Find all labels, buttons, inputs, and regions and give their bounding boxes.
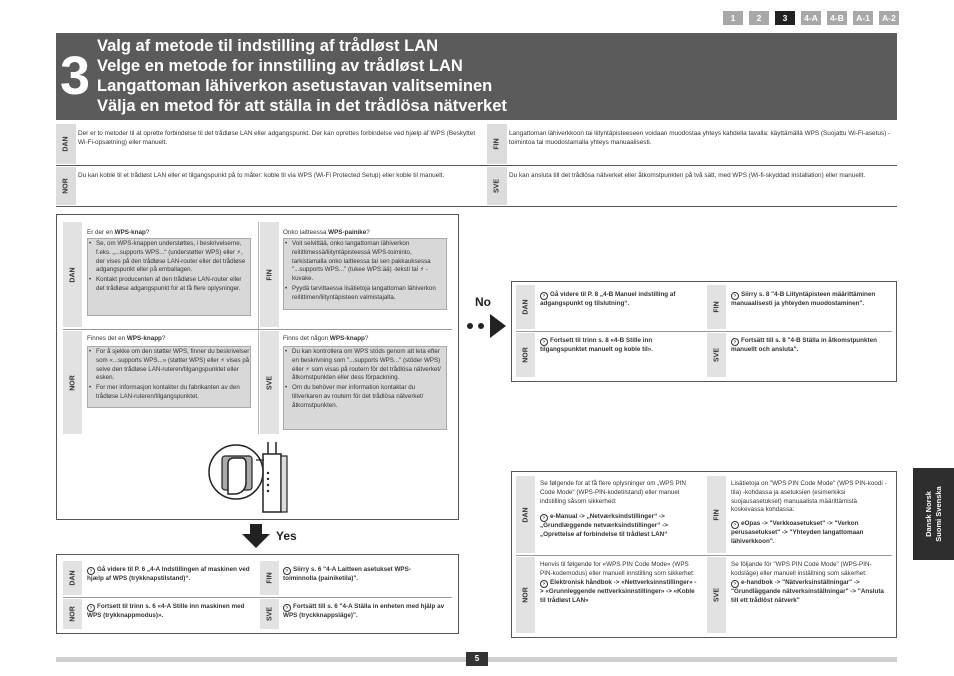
title-dan: Valg af metode til indstilling af trådløst LAN (97, 37, 439, 55)
intro-label-nor: NOR (56, 167, 76, 205)
intro-bottom-line (56, 206, 897, 207)
pin-row-divider (516, 555, 892, 556)
wps-question-nor: Finnes det en WPS-knapp? (87, 335, 166, 342)
pin-link-dan: › e-Manual -> „Netværksindstillinger“ -> „Grundlæggende netværksindstillinger“ -> „Oprettelse af forbindelse til trådløst LAN“ (540, 513, 668, 538)
wps-info-dan-bullet-2: • Kontakt producenten af den trådløse LAN-router eller det trådløse adgangspunkt for at få flere oplysninger. (88, 276, 250, 294)
no-arrow-icon (462, 312, 508, 340)
arrow-circle-icon: › (731, 521, 739, 529)
pin-label-sve: SVE (707, 557, 726, 633)
arrow-circle-icon: › (731, 292, 739, 300)
intro-text-sve: Du kan ansluta till det trådlösa nätverket eller åtkomstpunkten på två sätt, med WPS (Wi-fi-skyddad installation) eller manuellt. (509, 172, 866, 179)
intro-text-dan: Der er to metoder til at oprette forbindelse til det trådløse LAN eller adgangspunkt. Der kan oprettes forbindelse ved hjælp af WPS (Beskyttet Wi-Fi-opsætning) eller manuelt. (78, 130, 476, 146)
arrow-circle-icon: › (540, 580, 548, 588)
wps-column-divider (258, 222, 259, 434)
pin-intro-fin: Lisätietoja on "WPS PIN Code Mode" (WPS PIN-koodi -tila) -kohdassa ja asetuksien (esimerkiksi suojausasetukset) manuaalista määrittämistä koskevassa kohdassa: (731, 480, 887, 514)
wps-info-dan-bullet-1: • Se, om WPS-knappen understøttes, i beskrivelserne, f.eks. „...supports WPS...“ (understøtter WPS) eller ⚡, der vises på den trådløse LAN-router eller det trådløse adgangspunkt eller på emballagen. (88, 240, 250, 275)
wps-info-fin-bullet-2: • Pyydä tarvittaessa lisätietoja langattoman lähiverkon reitittimen/liityntäpisteen valmistajalta. (284, 285, 446, 303)
step-number: 3 (60, 46, 91, 106)
wps-info-nor-bullet-2: • For mer informasjon kontakter du fabrikanten av den trådløse LAN-ruteren/tilgangspunktet. (88, 384, 250, 402)
wps-label-nor: NOR (63, 331, 82, 434)
pin-label-dan: DAN (516, 476, 535, 553)
wps-question-fin: Onko laitteessa WPS-painike? (283, 229, 370, 236)
wps-info-fin (283, 238, 447, 310)
title-sve: Välja en metod för att ställa in det trådlösa nätverket (97, 97, 507, 115)
tab-2[interactable]: 2 (749, 11, 769, 25)
arrow-circle-icon: › (87, 604, 95, 612)
yes-row-divider (63, 597, 452, 598)
yes-text-fin: › Siirry s. 6 "4-A Laitteen asetukset WPS-toiminnolla (painiketila)". (283, 566, 411, 582)
tab-4b[interactable]: 4-B (827, 11, 847, 25)
wps-question-dan: Er der en WPS-knap? (87, 229, 150, 236)
tab-1[interactable]: 1 (723, 11, 743, 25)
no-label: No (475, 295, 491, 309)
pin-intro-nor: Henvis til følgende for «WPS PIN Code Mode» (WPS PIN-kodemodus) eller manuell innstilling som sikkerhet: (540, 561, 695, 577)
yes-label-dan: DAN (63, 561, 82, 595)
no-text-sve: › Fortsätt till s. 8 "4-B Ställa in åtkomstpunkten manuellt och ansluta". (731, 337, 877, 353)
intro-divider (56, 165, 897, 166)
no-label-fin: FIN (707, 285, 726, 329)
arrow-circle-icon: › (283, 567, 291, 575)
yes-label-nor: NOR (63, 599, 82, 629)
pin-link-fin: › eOpas -> "Verkkoasetukset" -> "Verkon perusasetukset" -> "Yhteyden langattomaan lähiverkkoon". (731, 520, 864, 545)
side-tab-line-2: Suomi Svenska (933, 486, 943, 542)
yes-label: Yes (276, 529, 297, 543)
intro-label-fin: FIN (487, 124, 507, 164)
yes-text-sve: › Fortsätt till s. 6 "4-A Ställa in enheten med hjälp av WPS (tryckknappsläge)". (283, 603, 445, 619)
page-number: 5 (466, 652, 488, 666)
arrow-circle-icon: › (283, 604, 291, 612)
arrow-circle-icon: › (731, 580, 739, 588)
arrow-circle-icon: › (540, 338, 548, 346)
wps-question-sve: Finns det någon WPS-knapp? (283, 335, 369, 342)
tab-a2[interactable]: A-2 (879, 11, 899, 25)
no-text-fin: › Siirry s. 8 "4-B Liityntäpisteen määrittäminen manuaalisesti ja yhteyden muodostaminen". (731, 291, 876, 307)
wps-info-dan (87, 238, 251, 316)
no-label-sve: SVE (707, 333, 726, 377)
arrow-circle-icon: › (731, 338, 739, 346)
arrow-circle-icon: › (540, 514, 548, 522)
pin-label-nor: NOR (516, 557, 535, 633)
pin-label-fin: FIN (707, 476, 726, 553)
yes-label-fin: FIN (260, 561, 279, 595)
title-fin: Langattoman lähiverkon asetustavan valitseminen (97, 77, 493, 95)
arrow-circle-icon: › (87, 567, 95, 575)
yes-text-nor: › Fortsett til trinn s. 6 «4-A Stille inn maskinen med WPS (trykknappmodus)». (87, 603, 245, 619)
yes-arrow-icon (241, 524, 271, 548)
wps-info-sve-bullet-2: • Om du behöver mer information kontaktar du tillverkaren av routern för det trådlösa nätverket/ åtkomstpunkten. (284, 384, 446, 410)
wps-label-sve: SVE (260, 331, 279, 434)
no-label-dan: DAN (516, 285, 535, 329)
tab-a1[interactable]: A-1 (853, 11, 873, 25)
wps-info-nor (87, 346, 251, 408)
pin-intro-dan: Se følgende for at få flere oplysninger om „WPS PIN Code Mode“ (WPS-PIN-kodetilstand) eller manuel indstilling såsom sikkerhed: (540, 480, 686, 505)
tab-4a[interactable]: 4-A (801, 11, 821, 25)
pin-link-sve: › e-handbok -> "Nätverksinställningar" -> "Grundläggande nätverksinställningar" -> "Ansluta till ett trådlöst nätverk" (731, 579, 884, 604)
intro-text-nor: Du kan koble til et trådløst LAN eller et tilgangspunkt på to måter: koble til via WPS (Wi-Fi Protected Setup) eller koble til manuelt. (78, 172, 445, 179)
yes-text-dan: › Gå videre til P. 6 „4-A Indstillingen af maskinen ved hjælp af WPS (trykknapstilstand)“. (87, 566, 250, 582)
no-row-divider (516, 331, 892, 332)
wps-info-sve-bullet-1: • Du kan kontrollera om WPS stöds genom att leta efter en beskrivning som "...supports WPS..." (stöder WPS) eller ⚡ som visas på routern för det trådlösa nätverket/åtkomstpunkten eller dess förpackning. (284, 348, 446, 383)
no-text-dan: › Gå videre til P. 8 „4-B Manuel indstilling af adgangspunkt og tilslutning“. (540, 291, 676, 307)
yes-label-sve: SVE (260, 599, 279, 629)
arrow-circle-icon: › (540, 292, 548, 300)
side-tab-line-1: Dansk Norsk (923, 491, 933, 537)
wps-label-fin: FIN (260, 222, 279, 327)
no-label-nor: NOR (516, 333, 535, 377)
intro-text-fin: Langattoman lähiverkkoon tai liityntäpisteeseen voidaan muodostaa yhteys kahdella tavalla: käyttämällä WPS (Suojattu Wi-Fi-asetus) -toimintoa tai muodostamalla yhteys manuaalisesti. (509, 130, 891, 146)
intro-label-dan: DAN (56, 124, 76, 164)
pin-link-nor: › Elektronisk håndbok -> «Nettverksinnstillinger» -> «Grunnleggende nettverksinnstillinger» -> «Koble til trådløst LAN» (540, 579, 697, 604)
wps-row-divider (63, 329, 452, 330)
no-text-nor: › Fortsett til trinn s. 8 «4-B Stille inn tilgangspunktet manuelt og koble til». (540, 337, 654, 353)
title-nor: Velge en metode for innstilling av trådløst LAN (97, 57, 463, 75)
tab-3[interactable]: 3 (775, 11, 795, 25)
wps-info-sve (283, 346, 447, 430)
language-side-tab (913, 468, 954, 560)
router-illustration (208, 438, 298, 516)
wps-info-fin-bullet-1: • Voit selvittää, onko langattoman lähiverkon reitittimessä/liityntäpisteessä WPS-toiminto, tarkistamalla onko laitteessa tai sen pakkauksessa "...supports WPS..." (tukee WPS:ää) -teksti tai ⚡ -kuvake. (284, 240, 446, 284)
wps-info-nor-bullet-1: • For å sjekke om den støtter WPS, finner du beskrivelser som «...supports WPS...» (støtter WPS) eller ⚡ vises på selve den trådløse LAN-ruteren/tilgangspunktet eller esken. (88, 348, 250, 383)
pin-intro-sve: Se följande för "WPS PIN Code Mode" (WPS-PIN-kodsläge) eller manuell inställning som säkerhet: (731, 561, 872, 577)
wps-label-dan: DAN (63, 222, 82, 327)
intro-label-sve: SVE (487, 167, 507, 205)
